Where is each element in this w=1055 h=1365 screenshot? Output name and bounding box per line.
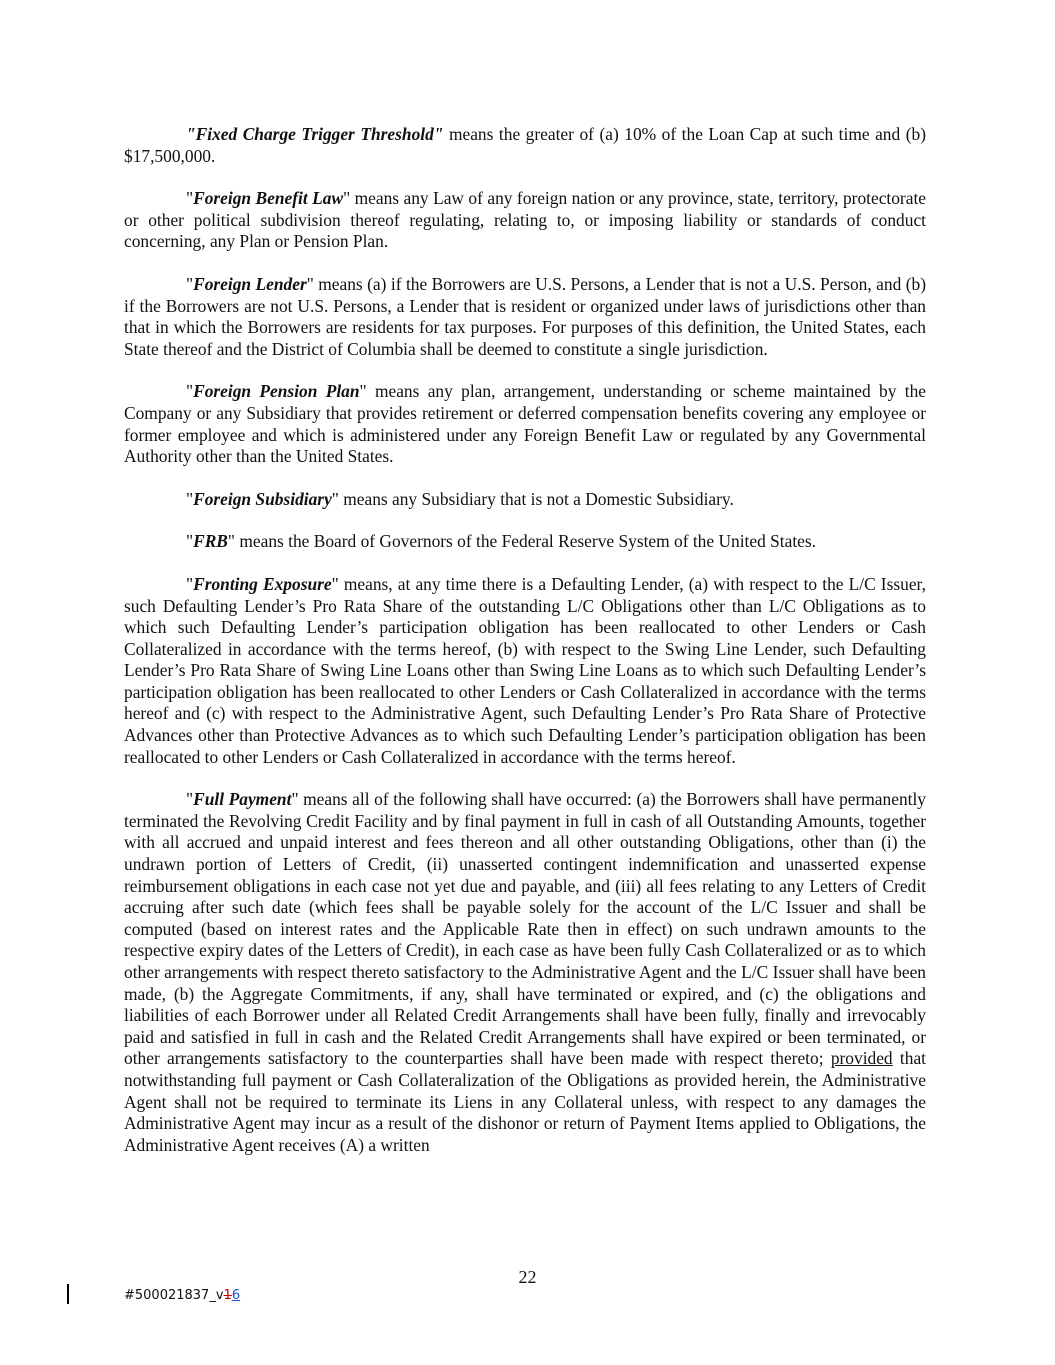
defined-term: Foreign Lender (193, 273, 307, 294)
defined-term: Fronting Exposure (193, 573, 332, 594)
revision-change-bar (67, 1284, 69, 1304)
inserted-version: 6 (231, 1288, 241, 1303)
document-id: #500021837_v16 (124, 1288, 241, 1303)
defined-term: Full Payment (193, 789, 292, 810)
definition-foreign-lender: "Foreign Lender" means (a) if the Borrowers are U.S. Persons, a Lender that is not a U.S. Person, and (b) if the Borrowers are not U.S. Persons, a Lender that is resident or organized under laws of jurisdictions other than that in which the Borrowers are residents for tax purposes. For purposes of this definition, the United States, each State thereof and the District of Columbia shall be deemed to constitute a single jurisdiction. (124, 273, 926, 359)
definition-foreign-subsidiary: "Foreign Subsidiary" means any Subsidiary that is not a Domestic Subsidiary. (186, 488, 734, 509)
definition-full-payment: "Full Payment" means all of the following shall have occurred: (a) the Borrowers shall have permanently terminated the Revolving Credit Facility and by final payment in full in cash of all Outstanding Amounts, together with all accrued and unpaid interest and fees thereon and all other outstanding Obligations, other than (i) the undrawn portion of Letters of Credit, (ii) unasserted contingent indemnification and unasserted expense reimbursement obligations in each case not yet due and payable, and (iii) all fees relating to any Letters of Credit accruing after such date (which fees shall be payable solely for the account of the L/C Issuer and shall be computed (based on interest rates and the Applicable Rate then in effect) on such undrawn amounts to the respective expiry dates of the Letters of Credit), in each case as have been fully Cash Collateralized or as to which other arrangements with respect thereto satisfactory to the Administrative Agent and the L/C Issuer shall have been made, (b) the Aggregate Commitments, if any, shall have terminated or expired, and (c) the obligations and liabilities of each Borrower under all Related Credit Arrangements shall have been fully, finally and irrevocably paid and satisfied in full in cash and the Related Credit Arrangements shall have expired or been terminated, or other arrangements satisfactory to the counterparties shall have been made with respect thereto; provided that notwithstanding full payment or Cash Collateralization of the Obligations as provided herein, the Administrative Agent shall not be required to terminate its Liens in any Collateral unless, with respect to any damages the Administrative Agent may incur as a result of the dishonor or return of Payment Items applied to Obligations, the Administrative Agent receives (A) a written (124, 789, 926, 1155)
definition-body: means the greater of (a) 10% of the Loan Cap at such time and (b) $17,500,000. (124, 124, 926, 166)
definition-frb: "FRB" means the Board of Governors of the Federal Reserve System of the United States. (186, 531, 817, 552)
defined-term: Foreign Benefit Law (193, 188, 344, 209)
definition-foreign-pension-plan: "Foreign Pension Plan" means any plan, arrangement, understanding or scheme maintained by the Company or any Subsidiary that provides retirement or deferred compensation benefits covering any employee or former employee and which is administered under any Foreign Benefit Law or regulated by any Governmental Authority other than the United States. (124, 381, 926, 467)
defined-term: "Fixed Charge Trigger Threshold" (186, 124, 444, 144)
definition-body: " means (a) if the Borrowers are U.S. Persons, a Lender that is not a U.S. Person, and (b) if the Borrowers are not U.S. Persons, a Lender that is resident or organized under laws of jurisdictions other than that in which the Borrowers are residents for tax purposes. For purposes of this definition, the United States, each State thereof and the District of Columbia shall be deemed to constitute a single jurisdiction. (124, 273, 926, 359)
definition-body: " means the Board of Governors of the Federal Reserve System of the United States. (227, 531, 817, 552)
definition-body: " means any plan, arrangement, understanding or scheme maintained by the Company or any Subsidiary that provides retirement or deferred compensation benefits covering any employee or former employee and which is administered under any Foreign Benefit Law or regulated by any Governmental Authority other than the United States. (124, 381, 926, 467)
definition-body-continued: that notwithstanding full payment or Cash Collateralization of the Obligations as provided herein, the Administrative Agent shall not be required to terminate its Liens in any Collateral unless, with respect to any damages the Administrative Agent may incur as a result of the dishonor or return of Payment Items applied to Obligations, the Administrative Agent receives (A) a written (124, 1048, 926, 1155)
definition-body: " means any Law of any foreign nation or any province, state, territory, protectorate or other political subdivision thereof regulating, relating to, or imposing liability or standards of conduct concerning, any Plan or Pension Plan. (124, 188, 926, 252)
provided-underlined: provided (830, 1048, 893, 1069)
definition-body: " means all of the following shall have occurred: (a) the Borrowers shall have permanently terminated the Revolving Credit Facility and by final payment in full in cash of all Outstanding Amounts, together with all accrued and unpaid interest and fees thereon and all other outstanding Obligations, other than (i) the undrawn portion of Letters of Credit, (ii) unasserted contingent indemnification and unasserted expense reimbursement obligations in each case not yet due and payable, and (iii) all fees relating to any Letters of Credit accruing after such date (which fees shall be payable solely for the account of the L/C Issuer and shall be computed (based on interest rates and the Applicable Rate then in effect) on such undrawn amounts to the respective expiry dates of the Letters of Credit), in each case as have been fully Cash Collateralized or as to which other arrangements with respect thereto satisfactory to the Administrative Agent and the L/C Issuer shall have been made, (b) the Aggregate Commitments, if any, shall have terminated or expired, and (c) the obligations and liabilities of each Borrower under all Related Credit Arrangements shall have been fully, finally and irrevocably paid and satisfied in full in cash and the Related Credit Arrangements shall have expired or been terminated, or other arrangements satisfactory to the counterparties shall have been made with respect thereto; (124, 789, 926, 1069)
definition-body: " means any Subsidiary that is not a Domestic Subsidiary. (331, 488, 734, 509)
page-number: 22 (518, 1267, 537, 1287)
deleted-version: 1 (223, 1288, 232, 1303)
definition-body: " means, at any time there is a Defaulting Lender, (a) with respect to the L/C Issuer, such Defaulting Lender’s Pro Rata Share of the outstanding L/C Obligations other than L/C Obligations as to which such Defaulting Lender’s participation obligation has been reallocated to other Lenders or Cash Collateralized in accordance with the terms hereof, (b) with respect to the Swing Line Lender, such Defaulting Lender’s Pro Rata Share of Swing Line Loans other than Swing Line Loans as to which such Defaulting Lender’s participation obligation has been reallocated to other Lenders or Cash Collateralized in accordance with the terms hereof and (c) with respect to the Administrative Agent, such Defaulting Lender’s Pro Rata Share of Protective Advances other than Protective Advances as to which such Defaulting Lender’s participation obligation has been reallocated to other Lenders or Cash Collateralized in accordance with the terms hereof. (124, 573, 926, 767)
document-page (124, 124, 926, 1177)
defined-term: FRB (193, 531, 228, 552)
definition-fronting-exposure: "Fronting Exposure" means, at any time there is a Defaulting Lender, (a) with respect to the L/C Issuer, such Defaulting Lender’s Pro Rata Share of the outstanding L/C Obligations other than L/C Obligations as to which such Defaulting Lender’s participation obligation has been reallocated to other Lenders or Cash Collateralized in accordance with the terms hereof, (b) with respect to the Swing Line Lender, such Defaulting Lender’s Pro Rata Share of Swing Line Loans other than Swing Line Loans as to which such Defaulting Lender’s participation obligation has been reallocated to other Lenders or Cash Collateralized in accordance with the terms hereof and (c) with respect to the Administrative Agent, such Defaulting Lender’s Pro Rata Share of Protective Advances other than Protective Advances as to which such Defaulting Lender’s participation obligation has been reallocated to other Lenders or Cash Collateralized in accordance with the terms hereof. (124, 573, 926, 767)
definition-fixed-charge-trigger-threshold (124, 124, 926, 167)
defined-term: Foreign Subsidiary (193, 488, 332, 509)
defined-term: Foreign Pension Plan (193, 381, 360, 402)
definition-foreign-benefit-law: "Foreign Benefit Law" means any Law of any foreign nation or any province, state, territory, protectorate or other political subdivision thereof regulating, relating to, or imposing liability or standards of conduct concerning, any Plan or Pension Plan. (124, 188, 926, 252)
